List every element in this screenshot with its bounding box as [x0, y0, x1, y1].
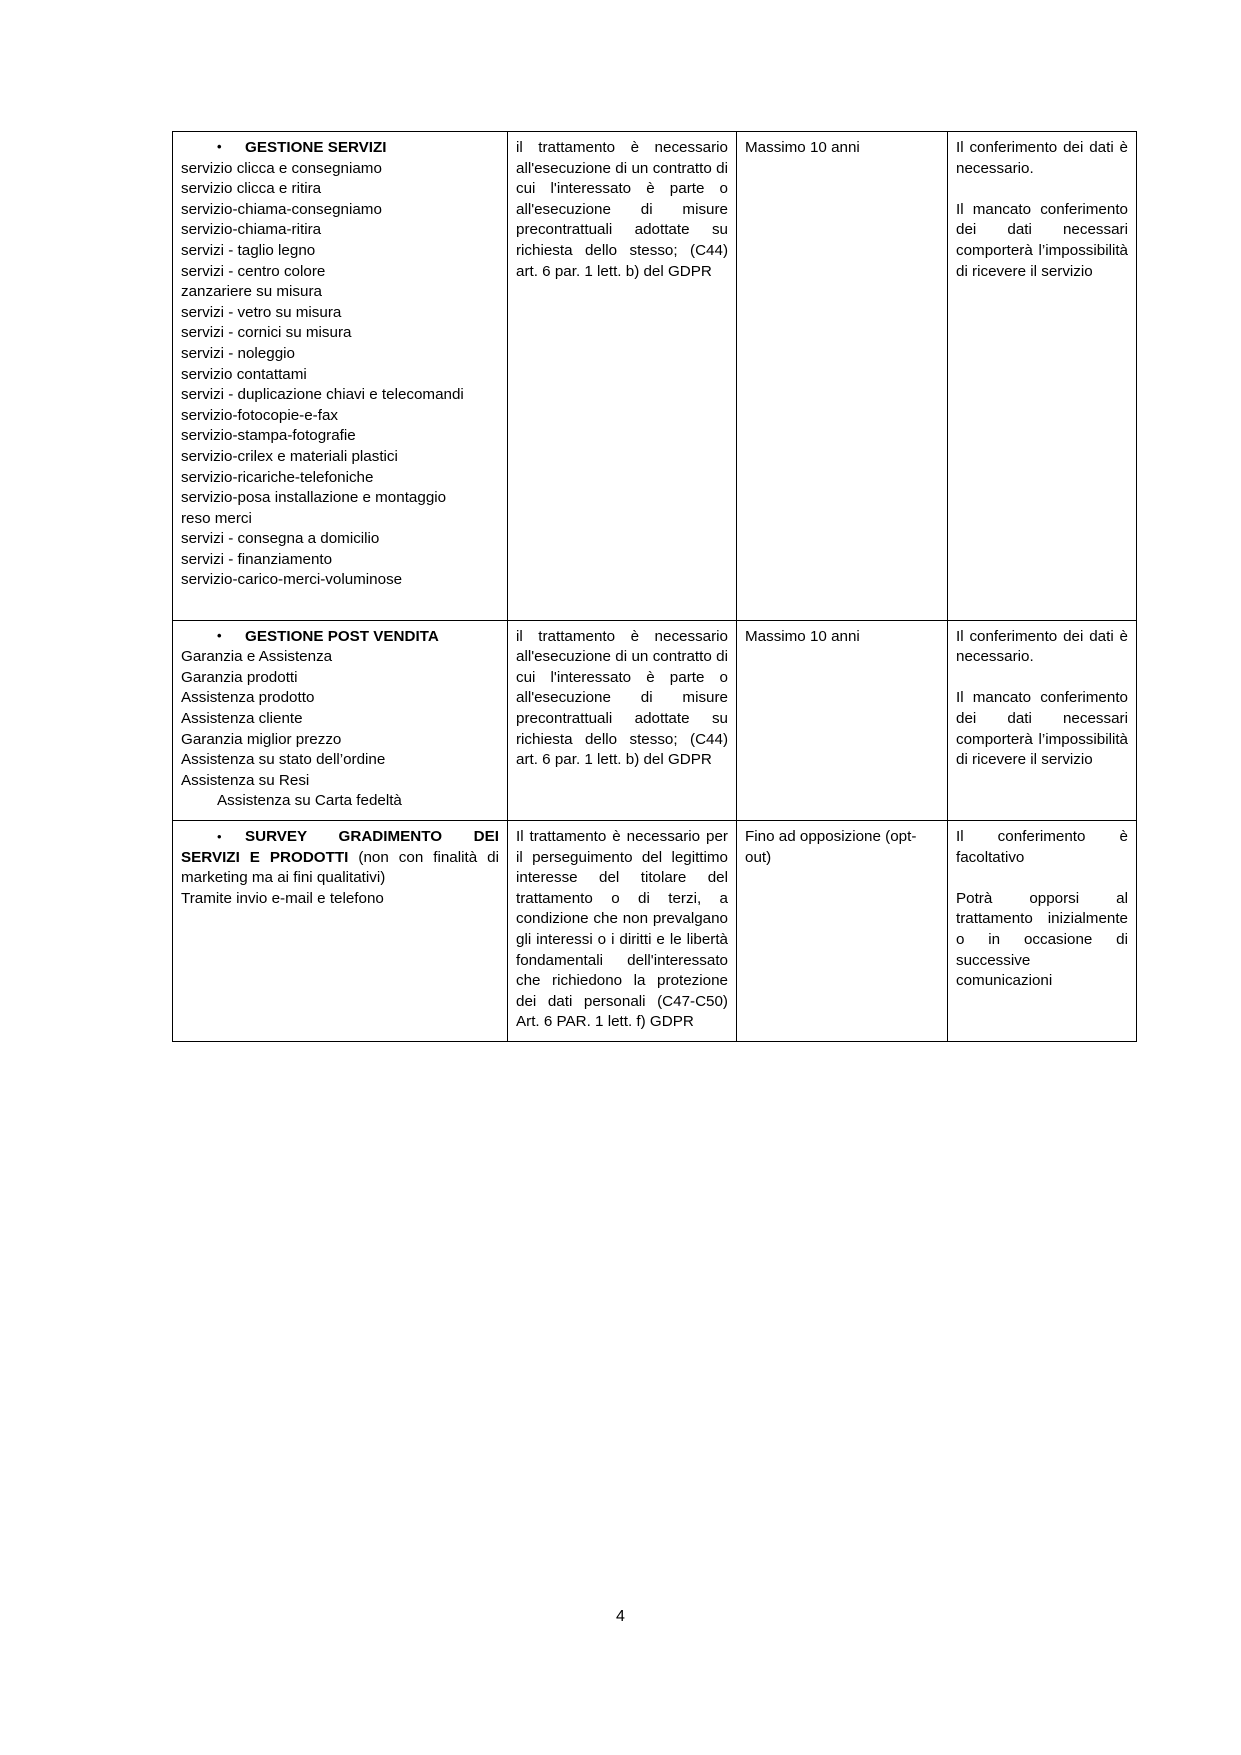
retention-period-cell: Massimo 10 anni: [737, 132, 948, 621]
retention-period-cell: Fino ad opposizione (opt-out): [737, 821, 948, 1042]
list-item: servizi - noleggio: [181, 344, 295, 362]
list-item-indented: Assistenza su Carta fedeltà: [217, 792, 402, 810]
bullet-icon: •: [217, 829, 222, 844]
list-item: servizio contattami: [181, 365, 307, 383]
list-item: servizio-posa installazione e montaggio: [181, 489, 447, 507]
purpose-heading-text: GESTIONE SERVIZI: [245, 139, 387, 156]
list-item: reso merci: [181, 509, 252, 527]
list-item: Tramite invio e-mail e telefono: [181, 889, 384, 907]
list-item: servizio-fotocopie-e-fax: [181, 406, 338, 424]
list-item: servizio-ricariche-telefoniche: [181, 468, 374, 486]
table-row: [173, 821, 1137, 1042]
list-item: servizio-chiama-ritira: [181, 221, 322, 239]
nature-cell: [948, 132, 1137, 621]
list-item: Garanzia miglior prezzo: [181, 730, 342, 748]
nature-cell: [948, 821, 1137, 1042]
nature-text-secondary: Potrà opporsi al trattamento inizialmente o in occasione di successive comunicazioni: [956, 889, 1133, 990]
nature-cell: [948, 620, 1137, 820]
list-item: Assistenza su stato dell’ordine: [181, 751, 386, 769]
nature-text-primary: Il conferimento dei dati è necessario.: [956, 627, 1133, 666]
cell-spacer: [956, 868, 1128, 889]
list-item: servizio-chiama-consegniamo: [181, 200, 382, 218]
table-row: [173, 132, 1137, 621]
nature-text-secondary: Il mancato conferimento dei dati necessari comporterà l’impossibilità di ricevere il servizio: [956, 689, 1133, 769]
retention-period-cell: Massimo 10 anni: [737, 620, 948, 820]
list-item: Garanzia e Assistenza: [181, 648, 333, 666]
nature-text-secondary: Il mancato conferimento dei dati necessari comporterà l’impossibilità di ricevere il servizio: [956, 200, 1133, 280]
legal-basis-cell: il trattamento è necessario all'esecuzione di un contratto di cui l'interessato è parte o all'esecuzione di misure precontrattuali adottate su richiesta dello stesso; (C44) art. 6 par. 1 lett. b) del GDPR: [508, 620, 737, 820]
list-item: servizi - cornici su misura: [181, 324, 352, 342]
purpose-heading-text: SURVEY GRADIMENTO DEI SERVIZI E PRODOTTI: [181, 828, 499, 866]
purpose-heading: [181, 138, 499, 159]
purpose-heading: [181, 627, 499, 648]
list-item: servizi - duplicazione chiavi e telecomandi: [181, 386, 464, 404]
list-item: servizi - consegna a domicilio: [181, 530, 380, 548]
list-item: servizi - taglio legno: [181, 241, 316, 259]
cell-spacer: [181, 591, 499, 612]
list-item: servizi - centro colore: [181, 262, 326, 280]
list-item: zanzariere su misura: [181, 283, 322, 301]
list-item: Garanzia prodotti: [181, 668, 298, 686]
list-item: servizio-stampa-fotografie: [181, 427, 356, 445]
list-item: Assistenza cliente: [181, 710, 303, 728]
purpose-heading: [181, 827, 499, 889]
bullet-icon: •: [217, 627, 222, 643]
list-item: servizio-carico-merci-voluminose: [181, 571, 403, 589]
privacy-purposes-table: [172, 131, 1137, 1042]
list-item: Assistenza prodotto: [181, 689, 315, 707]
legal-basis-cell: Il trattamento è necessario per il perseguimento del legittimo interesse del titolare del trattamento o di terzi, a condizione che non prevalgano gli interessi o i diritti e le libertà fondamentali dell'interessato che richiedono la protezione dei dati personali (C47-C50) Art. 6 PAR. 1 lett. f) GDPR: [508, 821, 737, 1042]
purpose-cell: [173, 132, 508, 621]
bullet-icon: •: [217, 139, 222, 154]
purpose-heading-text: GESTIONE POST VENDITA: [245, 627, 439, 645]
cell-spacer: [956, 179, 1128, 200]
list-item: servizio-crilex e materiali plastici: [181, 447, 398, 465]
list-item: servizio clicca e consegniamo: [181, 159, 382, 177]
list-item: Assistenza su Resi: [181, 771, 310, 789]
list-item: servizi - vetro su misura: [181, 303, 342, 321]
cell-spacer: [956, 668, 1128, 689]
list-item: servizio clicca e ritira: [181, 180, 322, 198]
page-number: 4: [616, 1608, 625, 1625]
purpose-heading-note: (non con finalità di marketing ma ai fini qualitativi): [181, 848, 499, 887]
purpose-cell: [173, 620, 508, 820]
nature-text-primary: Il conferimento dei dati è necessario.: [956, 139, 1133, 177]
nature-text-primary: Il conferimento è facoltativo: [956, 828, 1133, 866]
legal-basis-cell: il trattamento è necessario all'esecuzione di un contratto di cui l'interessato è parte o all'esecuzione di misure precontrattuali adottate su richiesta dello stesso; (C44) art. 6 par. 1 lett. b) del GDPR: [508, 132, 737, 621]
list-item: servizi - finanziamento: [181, 550, 333, 568]
purpose-cell: [173, 821, 508, 1042]
table-row: [173, 620, 1137, 820]
